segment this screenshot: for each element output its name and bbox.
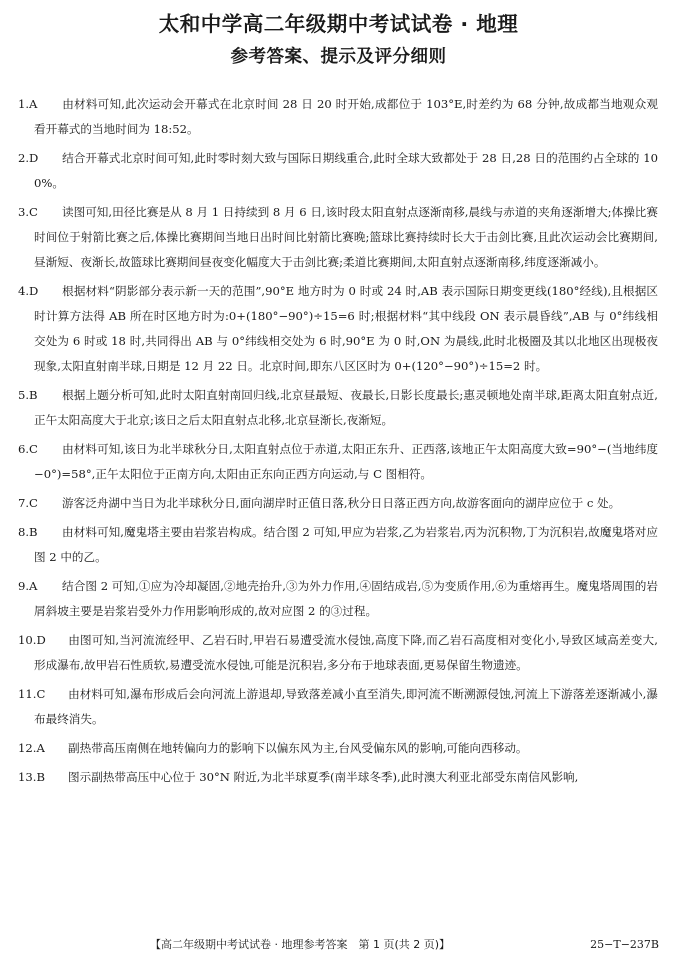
answer-explanation: 结合开幕式北京时间可知,此时零时刻大致与国际日期线重合,此时全球大致都处于 28 日,28 日的范围约占全球的 100%。	[34, 151, 658, 190]
answer-item-6	[18, 437, 658, 487]
answer-explanation: 读图可知,田径比赛是从 8 月 1 日持续到 8 月 6 日,该时段太阳直射点逐渐南移,晨线与赤道的夹角逐渐增大;体操比赛时间位于射箭比赛之后,体操比赛期间当地日出时间比射箭比赛晚;篮球比赛持续时长大于击剑比赛,且此次运动会比赛期间,昼渐短、夜渐长,故篮球比赛期间昼夜变化幅度大于击剑比赛;柔道比赛期间,太阳直射点逐渐南移,纬度逐渐减小。	[34, 205, 658, 269]
footer-exam-code: 25−T−237B	[590, 938, 659, 951]
answer-number: 1.A	[18, 97, 38, 111]
answer-explanation: 由材料可知,此次运动会开幕式在北京时间 28 日 20 时开始,成都位于 103°E,时差约为 68 分钟,故成都当地观众观看开幕式的当地时间为 18:52。	[34, 97, 658, 136]
answer-number: 10.D	[18, 633, 46, 647]
answer-explanation: 结合图 2 可知,①应为冷却凝固,②地壳抬升,③为外力作用,④固结成岩,⑤为变质作用,⑥为重熔再生。魔鬼塔周围的岩屑斜坡主要是岩浆岩受外力作用影响形成的,故对应图 2 的③过程。	[34, 579, 658, 618]
answer-item-13	[18, 765, 658, 790]
answer-number: 8.B	[18, 525, 38, 539]
answer-item-8	[18, 520, 658, 570]
answer-item-2	[18, 146, 658, 196]
answer-explanation: 由材料可知,该日为北半球秋分日,太阳直射点位于赤道,太阳正东升、正西落,该地正午太阳高度大致=90°−(当地纬度−0°)=58°,正午太阳位于正南方向,太阳由正东向正西方向运动,与 C 图相符。	[34, 442, 658, 481]
page-subtitle: 参考答案、提示及评分细则	[230, 47, 447, 67]
answer-explanation: 图示副热带高压中心位于 30°N 附近,为北半球夏季(南半球冬季),此时澳大利亚北部受东南信风影响,	[68, 770, 579, 784]
page-footer	[0, 935, 677, 955]
answer-number: 13.B	[18, 770, 45, 784]
answer-item-10	[18, 628, 658, 678]
answer-number: 3.C	[18, 205, 38, 219]
answer-item-9	[18, 574, 658, 624]
answer-item-4	[18, 279, 658, 379]
answer-explanation: 根据上题分析可知,此时太阳直射南回归线,北京昼最短、夜最长,日影长度最长;惠灵顿地处南半球,距离太阳直射点近,正午太阳高度大于北京;该日之后太阳直射点北移,北京昼渐长,夜渐短。	[34, 388, 658, 427]
footer-page-info: 【高二年级期中考试试卷 · 地理参考答案 第 1 页(共 2 页)】	[150, 938, 451, 951]
answer-item-3	[18, 200, 658, 275]
answer-explanation: 由图可知,当河流流经甲、乙岩石时,甲岩石易遭受流水侵蚀,高度下降,而乙岩石高度相对变化小,导致区域高差变大,形成瀑布,故甲岩石性质软,易遭受流水侵蚀,可能是沉积岩,多分布于地球表面,更易保留生物遗迹。	[34, 633, 658, 672]
page-title: 太和中学高二年级期中考试试卷 · 地理	[158, 12, 519, 36]
answer-number: 6.C	[18, 442, 38, 456]
answer-number: 11.C	[18, 687, 46, 701]
answer-number: 12.A	[18, 741, 45, 755]
answer-number: 9.A	[18, 579, 38, 593]
answer-explanation: 游客泛舟湖中当日为北半球秋分日,面向湖岸时正值日落,秋分日日落正西方向,故游客面向的湖岸应位于 c 处。	[62, 496, 621, 510]
answer-explanation: 由材料可知,瀑布形成后会向河流上游退却,导致落差减小直至消失,即河流不断溯源侵蚀,河流上下游落差逐渐减小,瀑布最终消失。	[34, 687, 658, 726]
answer-list	[18, 92, 658, 794]
answer-number: 5.B	[18, 388, 38, 402]
answer-item-5	[18, 383, 658, 433]
answer-number: 4.D	[18, 284, 39, 298]
answer-number: 2.D	[18, 151, 39, 165]
answer-item-7	[18, 491, 658, 516]
answer-item-12	[18, 736, 658, 761]
answer-number: 7.C	[18, 496, 38, 510]
answer-explanation: 根据材料“阴影部分表示新一天的范围”,90°E 地方时为 0 时或 24 时,AB 表示国际日期变更线(180°经线),且根据区时计算方法得 AB 所在时区地方时为:0+(180°−90°)÷15=6 时;根据材料“其中线段 ON 表示晨昏线”,AB 与 0°纬线相交处为 6 时或 18 时,共同得出 AB 与 0°纬线相交处为 6 时,90°E 为 0 时,ON 为晨线,此时北极圈及其以北地区出现极夜现象,太阳直射南半球,日期是 12 月 22 日。北京时间,即东八区区时为 0+(120°−90°)÷15=2 时。	[34, 284, 658, 373]
answer-item-11	[18, 682, 658, 732]
answer-item-1	[18, 92, 658, 142]
answer-explanation: 由材料可知,魔鬼塔主要由岩浆岩构成。结合图 2 可知,甲应为岩浆,乙为岩浆岩,丙为沉积物,丁为沉积岩,故魔鬼塔对应图 2 中的乙。	[34, 525, 658, 564]
answer-explanation: 副热带高压南侧在地转偏向力的影响下以偏东风为主,台风受偏东风的影响,可能向西移动。	[68, 741, 528, 755]
